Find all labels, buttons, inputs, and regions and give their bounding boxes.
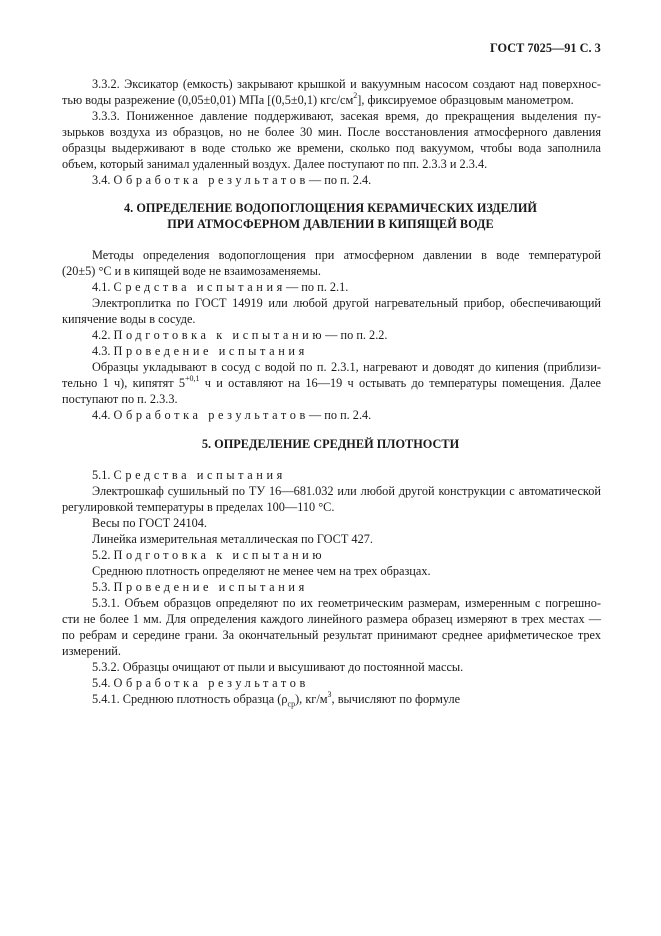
para-5-2: 5.2. Подготовка к испытанию [92, 548, 326, 562]
para-4-intro-line2: (20±5) °С и в кипящей воде не взаимозаменяемы. [62, 264, 321, 278]
para-4-1-line1: Электроплитка по ГОСТ 14919 или любой другой нагревательный прибор, обеспечивающий [92, 296, 601, 310]
para-4-3-line1: Образцы укладывают в сосуд с водой по п. 2.3.1, нагревают и доводят до кипения (приблизи- [92, 360, 601, 374]
para-4-2: 4.2. Подготовка к испытанию— по п. 2.2. [92, 328, 388, 342]
para-4-3-line2: тельно 1 ч), кипятят $5^{+0,1}$ ч и оставляют на 16—19 ч остывать до температуры помещения. Далее [62, 373, 601, 390]
para-5-3: 5.3. Проведение испытания [92, 580, 308, 594]
para-5-3-1-line2: сти не более 1 мм. Для определения каждого линейного размера образец измеряют в трех местах — [62, 612, 601, 626]
section-4-title-line2: ПРИ АТМОСФЕРНОМ ДАВЛЕНИИ В КИПЯЩЕЙ ВОДЕ [167, 217, 494, 231]
para-4-1-line2: кипячение воды в сосуде. [62, 312, 196, 326]
para-3-3-2-line2: тью воды разрежение (0,05±0,01) МПа [(0,5±0,1) кгс/$см^2$], фиксируемое образцовым манометром. [62, 90, 574, 107]
para-5-4-1-line1: 5.4.1. Среднюю плотность образца $(\rho_{ср})$, $кг/м^3$, вычисляют по формуле [92, 689, 461, 709]
section-5-title: 5. ОПРЕДЕЛЕНИЕ СРЕДНЕЙ ПЛОТНОСТИ [201, 437, 460, 451]
para-3-3-2-line1: 3.3.2. Эксикатор (емкость) закрывают крышкой и вакуумным насосом создают над поверхнос- [92, 77, 601, 91]
para-3-4: 3.4. Обработка результатов— по п. 2.4. [92, 173, 372, 187]
para-4-intro-line1: Методы определения водопоглощения при атмосферном давлении в воде температурой [92, 248, 601, 262]
para-4-1: 4.1. Средства испытания— по п. 2.1. [92, 280, 349, 294]
para-3-3-3-line2: зырьков воздуха из образцов, но не более 30 мин. После восстановления атмосферного давления [62, 125, 601, 139]
para-4-3: 4.3. Проведение испытания [92, 344, 308, 358]
para-5-1-line2: регулировкой температуры в пределах 100—110 °С. [62, 500, 335, 514]
para-5-1: 5.1. Средства испытания [92, 468, 286, 482]
section-4-title-line1: 4. ОПРЕДЕЛЕНИЕ ВОДОПОГЛОЩЕНИЯ КЕРАМИЧЕСКИХ ИЗДЕЛИЙ [124, 201, 537, 215]
para-5-2-line1: Среднюю плотность определяют не менее чем на трех образцах. [92, 564, 431, 578]
para-4-4: 4.4. Обработка результатов— по п. 2.4. [92, 408, 372, 422]
para-3-3-3-line1: 3.3.3. Пониженное давление поддерживают, засекая время, до прекращения выделения пу- [92, 109, 601, 123]
para-5-3-1-line1: 5.3.1. Объем образцов определяют по их геометрическим размерам, измеренным с погрешно- [92, 596, 601, 610]
para-5-1-line3: Весы по ГОСТ 24104. [92, 516, 208, 530]
para-5-1-line4: Линейка измерительная металлическая по ГОСТ 427. [92, 532, 373, 546]
para-5-3-2: 5.3.2. Образцы очищают от пыли и высушивают до постоянной массы. [92, 660, 464, 674]
para-5-1-line1: Электрошкаф сушильный по ТУ 16—681.032 или любой другой конструкции с автоматической [92, 484, 601, 498]
para-5-3-1-line4: измерений. [62, 644, 121, 658]
page-header: ГОСТ 7025—91 С. 3 [490, 41, 601, 55]
para-5-4: 5.4. Обработка результатов [92, 676, 309, 690]
para-4-3-line3: поступают по п. 2.3.3. [62, 392, 178, 406]
para-3-3-3-line4: объем, который занимал удаленный воздух. Далее поступают по пп. 2.3.3 и 2.3.4. [62, 157, 488, 171]
para-3-3-3-line3: образцы выдерживают в воде столько же времени, сколько под вакуумом, чтобы вода заполнила [62, 141, 601, 155]
para-5-3-1-line3: по ребрам и середине грани. За окончательный результат принимают среднее арифметическое трех [62, 628, 601, 642]
